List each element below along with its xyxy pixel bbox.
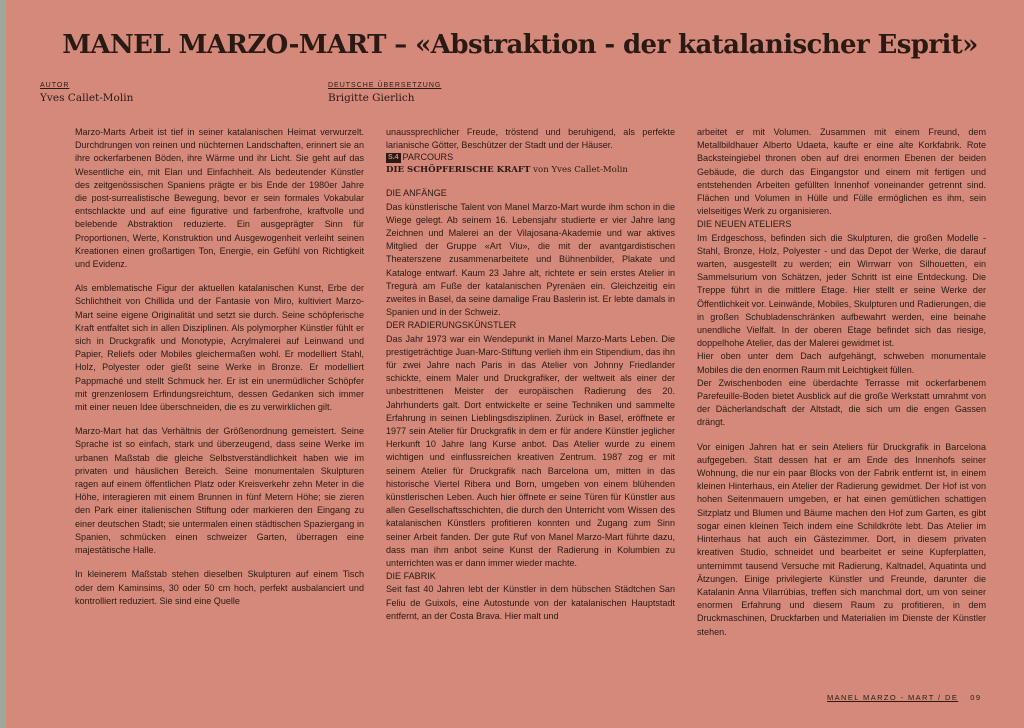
paragraph: Hier oben unter dem Dach aufgehängt, schweben monumentale Mobiles die den enormen Raum mit Leichtigkeit füllen.	[697, 351, 986, 375]
paragraph: Das künstlerische Talent von Manel Marzo-Mart wurde ihm schon in die Wiege gelegt. Ab seinem 16. Lebensjahr studierte er vier Jahre lang Zeichnen und Malerei an der Vilajosana-Akademie und war aktives Mitglied der Gruppe «Art Viu», die mit der avantgardistischen Theaterszene zusammenarbeitete und Bühnenbilder, Plakate und Kataloge entwarf. Kaum 23 Jahre alt, richtete er sein erstes Atelier in Tregurà am Fuße der katalanischen Pyrenäen ein. Gleichzeitig ein zweites in Basel, da seine damalige Frau Baslerin ist. Er lebte damals in Spanien und in der Schweiz.	[386, 201, 675, 318]
section-heading: DER RADIERUNGSKÜNSTLER	[386, 320, 517, 331]
paragraph: Marzo-Mart hat das Verhältnis der Größenordnung gemeistert. Seine Sprache ist so einfach, stark und überzeugend, dass seine Werke im urbanen Maßstab die gleiche Selbstverständlichkeit haben wie im privaten und häuslichen Bereich. Seine monumentalen Skulpturen ragen auf einem öffentlichen Platz oder Kreisverkehr zehn Meter in die Höhe, interagieren mit einem Brunnen in fünf Metern Höhe; sie zieren den Park einer italienischen Stiftung oder markieren den Eingang zu einer deutschen Stadt; sie untermalen einen städtischen Spaziergang in Spanien, schmücken einen schweizer Garten, überragen eine majestätische Halle.	[75, 426, 364, 556]
author-credit	[40, 82, 133, 104]
page-tag: S.4	[388, 154, 399, 162]
page-number: 09	[970, 693, 982, 702]
section-heading: DIE FABRIK	[386, 571, 436, 582]
paragraph: Das Jahr 1973 war ein Wendepunkt in Manel Marzo-Marts Leben. Die prestigeträchtige Juan-Marc-Stiftung verlieh ihm ein Stipendium, das ihn für zwei Jahre nach Paris in das Atelier von Johnny Friedlander schickte, einem Maler und Druckgrafiker, der weltweit als einer der unbestrittenen Meister der europäischen Radierung des 20. Jahrhunderts galt. Dort entwickelte er seine Techniken und sammelte Erfahrung in seinen Lieblingsdisziplinen. Zurück in Basel, eröffnete er 1977 sein Atelier für Druckgrafik in dem er für andere Künstler jeglicher Herkunft 10 Jahre lang Kurse anbot. Das Atelier wurde zu einem wichtigen und einflussreichen kreativen Zentrum. 1987 zog er mit seinem Atelier für Druckgrafik nach Barcelona um, mitten in das historische Viertel Ribera und Born, umgeben von einem blühenden künstlerischen Leben. Auch hier öffnete er seine Türen für Künstler aus allen Gesellschaftsschichten, die durch den Unterricht vom Wissen des katalanischen Künstlers profitieren konnten und Zugang zum Sinn seiner Arbeit fanden. Der gute Ruf von Manel Marzo-Mart führte dazu, dass man ihm anbot seine Kunst der Radierung in Kolumbien zu unterrichten was er dann immer wieder machte.	[386, 333, 675, 569]
parcours-byline: von Yves Callet-Molin	[530, 165, 628, 176]
paragraph: Im Erdgeschoss, befinden sich die Skulpturen, die großen Modelle - Stahl, Bronze, Holz, Polyester - und das Depot der Werke, die darauf warten, ausgestellt zu werden; ein Wirrwarr von Silhouetten, ein Sammelsurium von Schätzen, jeder Schritt ist eine Entdeckung. Die Treppe führt in die mittlere Etage. Hier stellt er seine Werke der Öffentlichkeit vor. Leinwände, Mobiles, Skulpturen und Radierungen, die in großen Schubladenschränken aufbewahrt werden, eine beinahe unendliche Vielfalt. In der oberen Etage befindet sich das riesige, doppelhohe Atelier, das der Malerei gewidmet ist.	[697, 232, 987, 349]
translation-credit	[328, 82, 441, 104]
paragraph: arbeitet er mit Volumen. Zusammen mit einem Freund, dem Metallbildhauer Alberto Udaeta, kaufte er eine alte Korkfabrik. Rote Backsteingiebel thronen oben auf drei enormen Ebenen der beiden Gebäude, die durch das Eingangstor und einem mit fertigen und entstehenden Arbeiten gefüllten Innenhof voneinander getrennt sind. Flächen und Volumen in Hülle und Fülle ermöglichen es ihm, sein vielseitiges Werk zu organisieren.	[697, 127, 986, 217]
paragraph: In kleinerem Maßstab stehen dieselben Skulpturen auf einem Tisch oder dem Kaminsims, 30 oder 50 cm hoch, perfekt ausbalanciert und kontrolliert reduziert. Sie sind eine Quelle	[75, 569, 364, 606]
paragraph: unaussprechlicher Freude, tröstend und beruhigend, als perfekte larianische Götter, Beschützer der Stadt und der Häuser.	[386, 127, 675, 151]
parcours-label: PARCOURS	[402, 152, 454, 163]
parcours-title: DIE SCHÖPFERISCHE KRAFT	[386, 165, 531, 176]
paragraph: Seit fast 40 Jahren lebt der Künstler in dem hübschen Städtchen San Feliu de Guixols, eine Autostunde von der katalanischen Hauptstadt entfernt, an der Costa Brava. Hier malt und	[386, 584, 675, 621]
text-column-1	[75, 126, 364, 619]
section-heading: DIE NEUEN ATELIERS	[697, 219, 792, 230]
paragraph: Marzo-Marts Arbeit ist tief in seiner katalanischen Heimat verwurzelt. Durchdrungen von reinen und nüchternen Landschaften, erinnert sie an ihre ockerfarbenen Böden, ihre Wärme und ihr Licht. Sie geht auf das Wesentliche ein, mit Elan und Einfachheit. Als bedeutender Künstler des zeitgenössischen Spaniens prägte er bis Ende der 1980er Jahre die post-surrealistische Bewegung, bevor er sein formales Vokabular entschlackte und auf eine figurative und farbenfrohe, kraftvolle und belebende Abstraktion reduzierte. Ein ausgeprägter Sinn für Proportionen, Werte, Konstruktion und Ausgewogenheit verleiht seinen Kreationen einen großartigen Ton, Energie, ein Gefühl von Richtigkeit und Evidenz.	[75, 127, 364, 270]
translator-name: Brigitte Gierlich	[328, 92, 415, 104]
parcours-reference	[386, 152, 675, 176]
author-label: AUTOR	[40, 82, 70, 89]
article-title: MANEL MARZO-MART – «Abstraktion - der katalanischer Esprit»	[62, 30, 978, 60]
author-name: Yves Callet-Molin	[40, 92, 134, 104]
section-heading: DIE ANFÄNGE	[386, 188, 447, 199]
text-column-2	[386, 126, 675, 623]
paragraph: Als emblematische Figur der aktuellen katalanischen Kunst, Erbe der Schlichtheit von Chillida und der Fantasie von Miro, kultiviert Marzo-Mart seine eigene Originalität und setzt sie durch. Seine schöpferische Kraft entfaltet sich in allen Disziplinen. Als polymorpher Künstler fühlt er sich in Druckgrafik und Monotypie, Acrylmalerei auf Leinwand und Papier, Reliefs oder Mobiles gleichermaßen wohl. Er modelliert Stahl, Holz, Polyester oder gießt seine Werke in Bronze. Er modelliert Pappmaché und stellt Schmuck her. Er ist ein unermüdlicher Schöpfer mit grenzenlosem Erfindungsreichtum, dessen Gedanken sich immer mit einer neuen Idee überschneiden, die es zu verwirklichen gilt.	[75, 283, 364, 413]
running-head: MANEL MARZO - MART / DE	[827, 693, 959, 702]
translation-label: DEUTSCHE ÜBERSETZUNG	[328, 82, 442, 89]
paragraph: Der Zwischenboden eine überdachte Terrasse mit ockerfarbenem Parefeuille-Boden bietet Ausblick auf die große Werkstatt umrahmt von der Dächerlandschaft der Altstadt, die sich um die engen Gassen drängt.	[697, 377, 986, 428]
page-footer	[827, 693, 981, 702]
page-edge-strip	[0, 0, 6, 728]
paragraph: Vor einigen Jahren hat er sein Ateliers für Druckgrafik in Barcelona aufgegeben. Statt dessen hat er am Ende des Innenhofs seiner Wohnung, die nur ein paar Blocks von der Fabrik entfernt ist, in einem kleinen Hinterhaus, ein Atelier der Radierung gewidmet. Der Hof ist von hohen Seitenmauern umgeben, er hat einen gemütlichen schattigen Sitzplatz und Blumen und Bäume machen den Hof zum Garten, es gibt sogar einen kleinen Teich indem eine Schildkröte lebt. Das Atelier im Hinterhaus hat auch ein Gästezimmer. Dort, in diesem privaten kreativen Studio, schneidet und bearbeitet er seine Kupferplatten, unternimmt tausend Versuche mit Radierung, Kaltnadel, Aquatinta und Ätzungen. Einige privilegierte Künstler und Freunde, darunter die Katalanin Anna Vilarrúbias, treffen sich manchmal dort, um von seiner enormen Erfahrung und diesem Raum zu profitieren, in dem Druckmaschinen, Druckfarben und Materialien im Dienste der Künstler stehen.	[697, 441, 986, 637]
text-column-3	[697, 126, 986, 650]
